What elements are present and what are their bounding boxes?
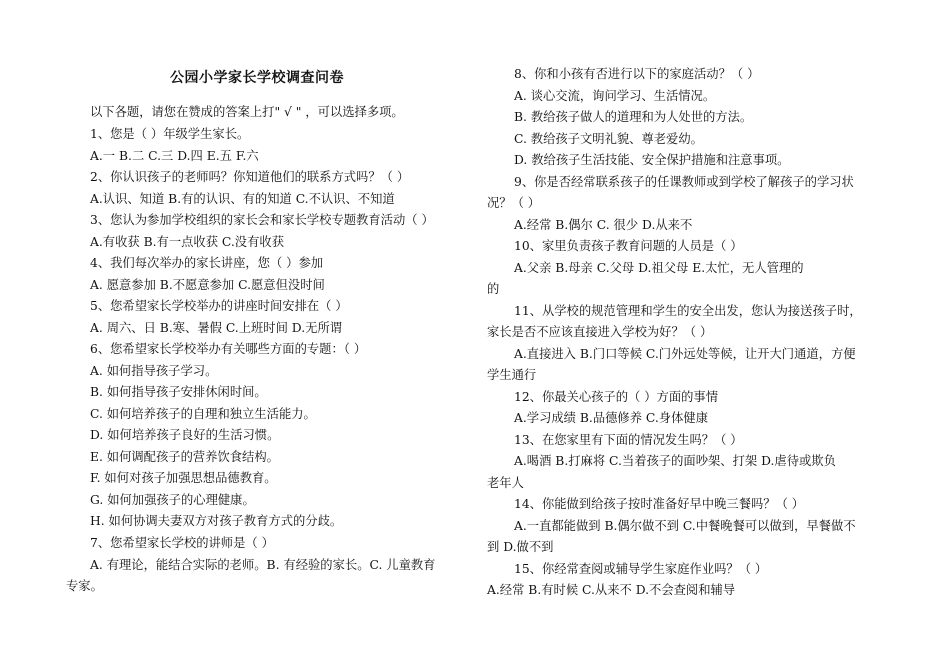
left-text-line: 6、您希望家长学校举办有关哪些方面的专题：（ ） — [90, 342, 367, 356]
left-text-line: 3、您认为参加学校组织的家长会和家长学校专题教育活动（ ） — [90, 213, 434, 227]
left-text-line: D. 如何培养孩子良好的生活习惯。 — [90, 428, 280, 442]
right-text-line: A.经常 B.有时候 C.从来不 D.不会查阅和辅导 — [487, 583, 736, 597]
left-text-line: A. 愿意参加 B.不愿意参加 C.愿意但没时间 — [90, 278, 325, 292]
left-text-line: H. 如何协调夫妻双方对孩子教育方式的分歧。 — [90, 514, 343, 528]
left-text-line: 7、您希望家长学校的讲师是（ ） — [90, 536, 274, 550]
right-text-line: D. 教给孩子生活技能、安全保护措施和注意事项。 — [514, 153, 790, 167]
left-text-line: A.认识、知道 B.有的认识、有的知道 C.不认识、不知道 — [90, 192, 395, 206]
left-text-line: B. 如何指导孩子安排休闲时间。 — [90, 385, 267, 399]
right-text-line: 家长是否不应该直接进入学校为好？（ ） — [487, 325, 713, 339]
right-text-line: A.一直都能做到 B.偶尔做不到 C.中餐晚餐可以做到，早餐做不 — [514, 519, 856, 533]
left-text-line: 4、我们每次举办的家长讲座，您（ ）参加 — [90, 256, 324, 270]
left-text-line: A. 如何指导孩子学习。 — [90, 364, 218, 378]
left-text-line: A. 有理论，能结合实际的老师。B. 有经验的家长。C. 儿童教育 — [90, 558, 436, 572]
right-text-line: 10、家里负责孩子教育问题的人员是（ ） — [514, 239, 743, 253]
right-text-line: B. 教给孩子做人的道理和为人处世的方法。 — [514, 110, 753, 124]
left-text-line: E. 如何调配孩子的营养饮食结构。 — [90, 450, 279, 464]
left-text-line: 1、您是（ ）年级学生家长。 — [90, 127, 250, 141]
left-text-line: 5、您希望家长学校举办的讲座时间安排在（ ） — [90, 299, 348, 313]
right-text-line: 13、在您家里有下面的情况发生吗？（ ） — [514, 433, 743, 447]
page-title: 公园小学家长学校调查问卷 — [170, 70, 344, 86]
right-text-line: 老年人 — [487, 476, 524, 490]
left-text-line: 专家。 — [66, 579, 103, 593]
right-text-line: A. 谈心交流，询问学习、生活情况。 — [514, 89, 716, 103]
right-text-line: A.父亲 B.母亲 C.父母 D.祖父母 E.太忙，无人管理的 — [514, 261, 804, 275]
right-text-line: 11、从学校的规范管理和学生的安全出发，您认为接送孩子时， — [514, 304, 862, 318]
right-text-line: A.经常 B.偶尔 C. 很少 D.从来不 — [514, 218, 693, 232]
left-text-line: A. 周六、日 B.寒、暑假 C.上班时间 D.无所谓 — [90, 321, 343, 335]
right-text-line: 8、你和小孩有否进行以下的家庭活动？（ ） — [514, 67, 760, 81]
right-text-line: A.学习成绩 B.品德修养 C.身体健康 — [514, 411, 708, 425]
left-text-line: 2、你认识孩子的老师吗？你知道他们的联系方式吗？（ ） — [90, 170, 410, 184]
right-text-line: 14、你能做到给孩子按时准备好早中晚三餐吗？（ ） — [514, 497, 805, 511]
left-text-line: 以下各题，请您在赞成的答案上打" √ " ，可以选择多项。 — [90, 105, 404, 119]
left-text-line: G. 如何加强孩子的心理健康。 — [90, 493, 255, 507]
right-text-line: 到 D.做不到 — [487, 540, 554, 554]
right-text-line: 学生通行 — [487, 368, 537, 382]
right-text-line: 9、你是否经常联系孩子的任课教师或到学校了解孩子的学习状 — [514, 175, 854, 189]
right-text-line: C. 教给孩子文明礼貌、尊老爱幼。 — [514, 132, 703, 146]
right-text-line: 12、你最关心孩子的（ ）方面的事情 — [514, 390, 719, 404]
right-text-line: 15、你经常查阅或辅导学生家庭作业吗？（ ） — [514, 562, 768, 576]
right-text-line: 的 — [487, 282, 500, 296]
left-text-line: A.一 B.二 C.三 D.四 E.五 F.六 — [90, 149, 259, 163]
right-text-line: 况？（ ） — [487, 196, 541, 210]
right-text-line: A.喝酒 B.打麻将 C.当着孩子的面吵架、打架 D.虐待或欺负 — [514, 454, 836, 468]
right-text-line: A.直接进入 B.门口等候 C.门外远处等候，让开大门通道，方便 — [514, 347, 856, 361]
left-text-line: C. 如何培养孩子的自理和独立生活能力。 — [90, 407, 316, 421]
left-text-line: F. 如何对孩子加强思想品德教育。 — [90, 471, 277, 485]
left-text-line: A.有收获 B.有一点收获 C.没有收获 — [90, 235, 284, 249]
